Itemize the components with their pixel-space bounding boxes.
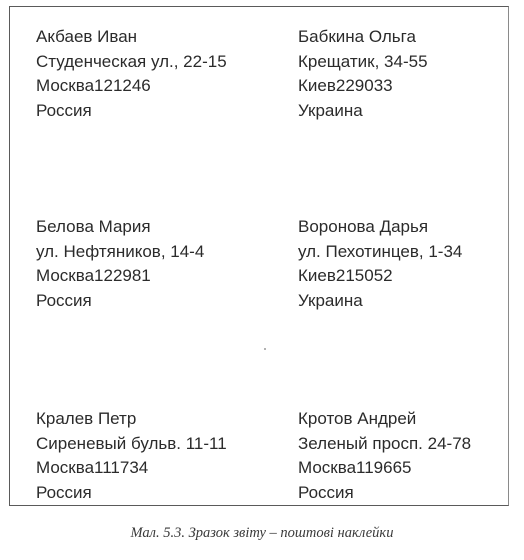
label-name: Кралев Петр [36, 409, 137, 428]
label-city-postcode: Москва121246 [36, 76, 151, 95]
scan-speck [264, 348, 266, 350]
figure-caption: Мал. 5.3. Зразок звіту – поштові наклейки [130, 525, 394, 541]
mailing-label [298, 407, 471, 505]
label-country: Россия [36, 290, 92, 310]
label-street: Сиреневый бульв. 11-11 [36, 433, 227, 453]
label-name: Белова Мария [36, 217, 151, 236]
label-city-postcode: Москва119665 [298, 458, 412, 477]
label-street: ул. Пехотинцев, 1-34 [298, 241, 463, 261]
label-country: Россия [36, 100, 92, 120]
label-street: Зеленый просп. 24-78 [298, 433, 472, 453]
mailing-label [298, 25, 428, 123]
mailing-label [36, 215, 204, 313]
label-name: Акбаев Иван [36, 27, 138, 46]
label-country: Россия [298, 482, 354, 502]
label-city-postcode: Москва122981 [36, 266, 151, 285]
mailing-label [36, 407, 227, 505]
label-country: Россия [36, 482, 92, 502]
label-name: Воронова Дарья [298, 217, 429, 236]
label-city-postcode: Москва111734 [36, 458, 149, 477]
mailing-labels-report [9, 6, 509, 506]
label-country: Украина [298, 290, 363, 310]
label-street: Крещатик, 34-55 [298, 51, 428, 71]
label-street: Студенческая ул., 22-15 [36, 51, 227, 71]
label-name: Бабкина Ольга [298, 27, 416, 46]
mailing-label [298, 215, 462, 313]
label-street: ул. Нефтяников, 14-4 [36, 241, 205, 261]
mailing-label [36, 25, 227, 123]
label-city-postcode: Киев229033 [298, 76, 393, 95]
label-name: Кротов Андрей [298, 409, 417, 428]
label-country: Украина [298, 100, 363, 120]
label-city-postcode: Киев215052 [298, 266, 393, 285]
